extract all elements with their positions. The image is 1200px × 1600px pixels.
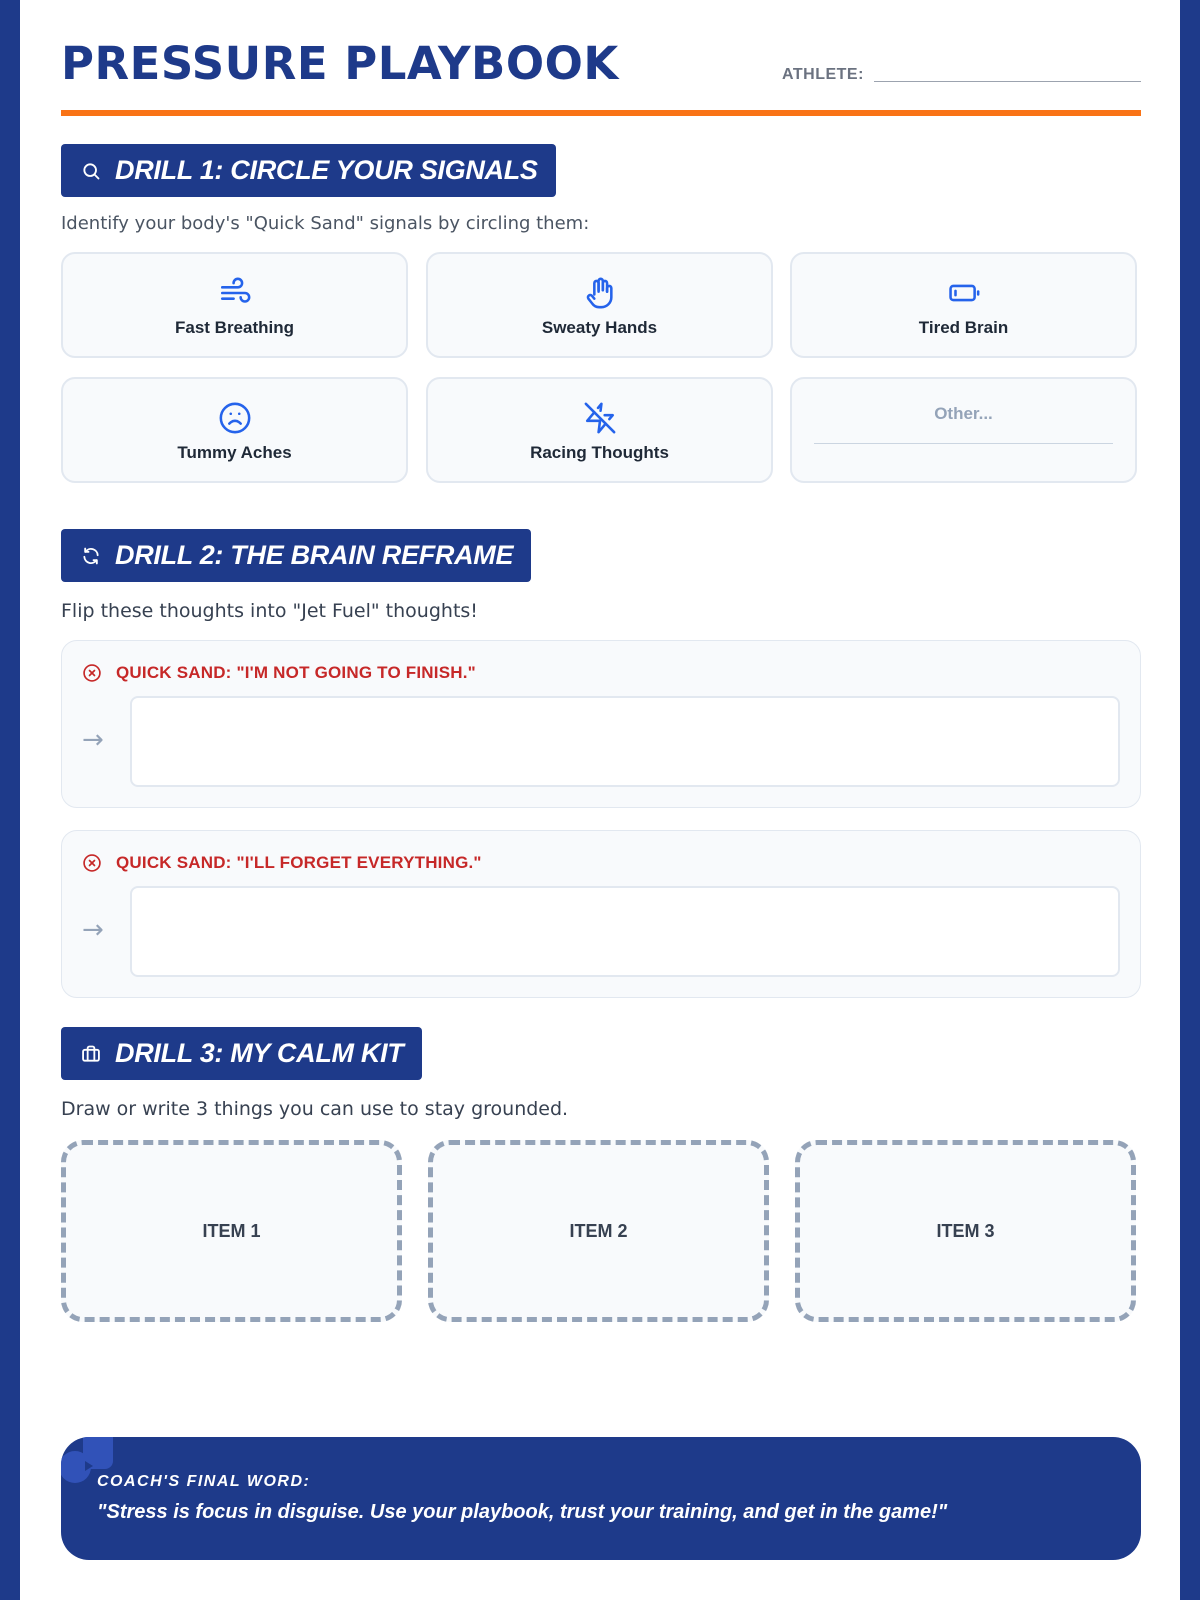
x-circle-icon: [82, 853, 102, 873]
right-border: [1180, 0, 1200, 1600]
battery-low-icon: [947, 276, 981, 310]
quick-sand-thought: [82, 853, 482, 873]
athlete-name-line[interactable]: [874, 81, 1141, 82]
signal-card-sweaty-hands[interactable]: [426, 252, 773, 358]
calm-kit-item-label: ITEM 1: [202, 1220, 261, 1241]
signal-label: Sweaty Hands: [541, 318, 658, 337]
briefcase-icon: [81, 1044, 101, 1064]
reframe-box-1: [61, 640, 1141, 808]
x-circle-icon: [82, 663, 102, 683]
jet-fuel-answer-field[interactable]: [130, 886, 1120, 977]
reframe-box-2: [61, 830, 1141, 998]
drill2-instruction: Flip these thoughts into "Jet Fuel" thoughts!: [61, 600, 478, 622]
signal-card-fast-breathing[interactable]: [61, 252, 408, 358]
drill1-instruction: Identify your body's "Quick Sand" signals by circling them:: [61, 213, 590, 234]
drill3-instruction: Draw or write 3 things you can use to stay grounded.: [61, 1098, 569, 1120]
signal-card-other[interactable]: [790, 377, 1137, 483]
quick-sand-label: QUICK SAND: "I'M NOT GOING TO FINISH.": [116, 663, 476, 682]
worksheet-page: [61, 0, 1141, 1523]
left-border: [0, 0, 20, 1600]
drill2-title: DRILL 2: THE BRAIN REFRAME: [115, 540, 514, 570]
drill3-heading: [61, 1027, 422, 1080]
arrow-right-icon: →: [82, 725, 104, 755]
hand-icon: [583, 276, 617, 310]
wind-icon: [218, 276, 252, 310]
signal-label: Racing Thoughts: [530, 443, 669, 462]
calm-kit-item-label: ITEM 2: [569, 1220, 628, 1241]
signal-label: Fast Breathing: [174, 318, 295, 337]
page-title: PRESSURE PLAYBOOK: [61, 37, 619, 90]
coach-label: COACH'S FINAL WORD:: [97, 1473, 311, 1490]
frown-icon: [218, 401, 252, 435]
athlete-label: ATHLETE:: [782, 66, 864, 83]
calm-kit-item-3[interactable]: [795, 1140, 1136, 1322]
refresh-icon: [81, 546, 101, 566]
other-label: Other...: [934, 404, 993, 423]
drill3-title: DRILL 3: MY CALM KIT: [115, 1038, 404, 1068]
header-rule: [61, 110, 1141, 116]
zap-off-icon: [583, 401, 617, 435]
drill2-heading: [61, 529, 531, 582]
signal-card-tummy-aches[interactable]: [61, 377, 408, 483]
other-write-line[interactable]: [814, 443, 1113, 444]
jet-fuel-answer-field[interactable]: [130, 696, 1120, 787]
signal-card-racing-thoughts[interactable]: [426, 377, 773, 483]
drill1-heading: [61, 144, 556, 197]
calm-kit-item-1[interactable]: [61, 1140, 402, 1322]
calm-kit-item-label: ITEM 3: [936, 1220, 995, 1241]
signal-label: Tummy Aches: [177, 443, 292, 462]
signal-label: Tired Brain: [918, 318, 1009, 337]
quick-sand-label: QUICK SAND: "I'LL FORGET EVERYTHING.": [116, 853, 482, 872]
coach-quote: "Stress is focus in disguise. Use your playbook, trust your training, and get in the game!": [97, 1501, 948, 1523]
quick-sand-thought: [82, 663, 476, 683]
calm-kit-item-2[interactable]: [428, 1140, 769, 1322]
search-icon: [81, 161, 101, 181]
drill1-title: DRILL 1: CIRCLE YOUR SIGNALS: [115, 155, 538, 185]
arrow-right-icon: →: [82, 915, 104, 945]
header: [61, 0, 1141, 110]
signal-card-tired-brain[interactable]: [790, 252, 1137, 358]
coach-final-word: [61, 1437, 1141, 1560]
